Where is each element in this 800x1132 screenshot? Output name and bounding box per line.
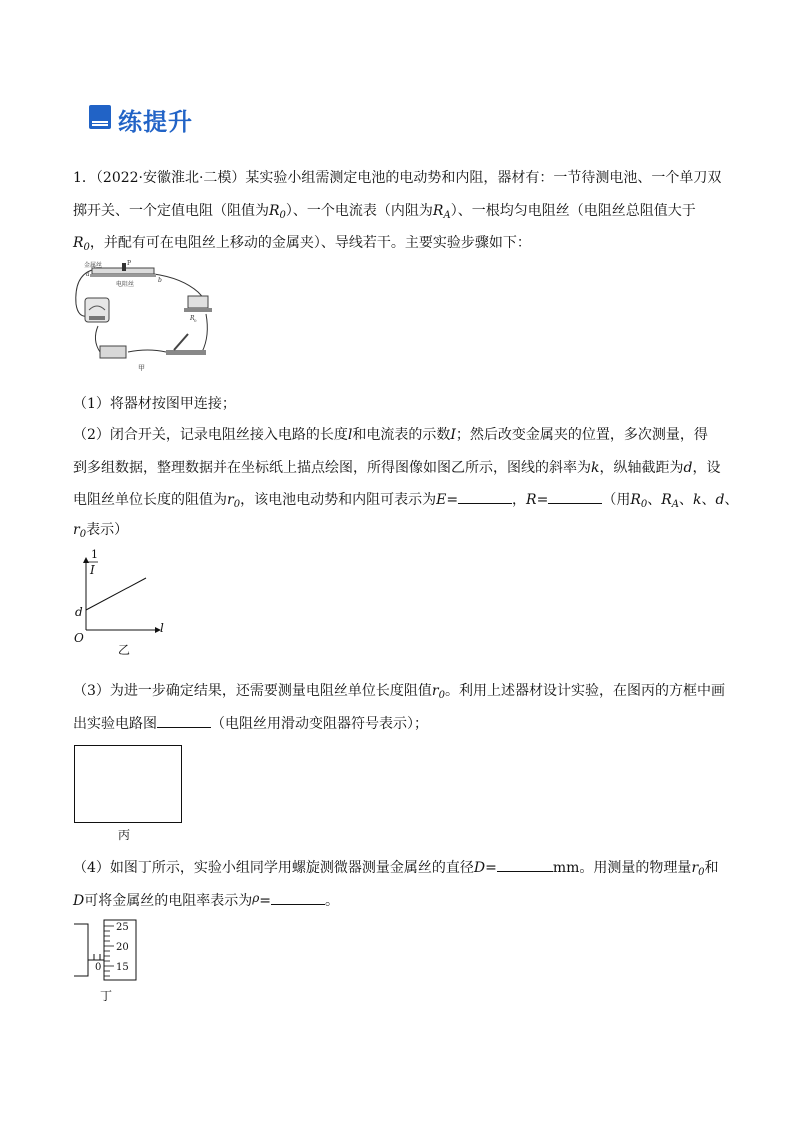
step-3-line-2: 出实验电路图 （电阻丝用滑动变阻器符号表示）； bbox=[73, 713, 428, 734]
x-label: l bbox=[160, 621, 164, 635]
question-intro-line-2: 掷开关、一个定值电阻（阻值为$R_0$）、一个电流表（内阻为$R_A$）、一根均匀电阻丝（电阻丝总阻值大于 bbox=[73, 203, 696, 221]
book-icon bbox=[88, 104, 112, 134]
answer-blank-r[interactable] bbox=[548, 489, 602, 504]
figure-caption: 丁 bbox=[100, 989, 113, 1003]
step-4-line-2: D可将金属丝的电阻率表示为ρ= 。 bbox=[73, 891, 340, 909]
step-1: （1）将器材按图甲连接； bbox=[73, 396, 236, 412]
step-2-line-4: $r_0$表示） bbox=[73, 522, 129, 540]
answer-blank-diameter[interactable] bbox=[497, 857, 553, 872]
figure-ding-micrometer bbox=[72, 916, 142, 1004]
step-2-line-2: 到多组数据，整理数据并在坐标纸上描点绘图，所得图像如图乙所示，图线的斜率为k，纵轴截距为d，设 bbox=[73, 460, 721, 476]
step-3-line-1: （3）为进一步确定结果，还需要测量电阻丝单位长度阻值$r_0$。利用上述器材设计实验，在图丙的方框中画 bbox=[73, 683, 725, 701]
question-intro-line-1: 1．（2022·安徽淮北·二模）某实验小组需测定电池的电动势和内阻，器材有：一节待测电池、一个单刀双 bbox=[73, 170, 722, 186]
figure-caption: 乙 bbox=[118, 643, 131, 657]
section-heading bbox=[88, 102, 193, 136]
step-2-line-3: 电阻丝单位长度的阻值为$r_0$，该电池电动势和内阻可表示为E= ，R= （用$R_0$、$R_A$、k、d、 bbox=[73, 489, 738, 510]
y-label-num: 1 bbox=[91, 548, 98, 561]
svg-text:0: 0 bbox=[194, 318, 197, 323]
answer-blank-circuit[interactable] bbox=[157, 713, 211, 728]
y-label-den: I bbox=[90, 563, 95, 577]
svg-text:R: R bbox=[190, 315, 195, 322]
figure-yi-graph bbox=[72, 546, 172, 658]
svg-text:b: b bbox=[158, 277, 162, 284]
svg-text:甲: 甲 bbox=[138, 364, 145, 372]
question-intro-line-3: $R_0$，并配有可在电阻丝上移动的金属夹）、导线若干。主要实验步骤如下： bbox=[73, 235, 531, 253]
origin-label: O bbox=[74, 631, 84, 645]
answer-blank-e[interactable] bbox=[458, 489, 512, 504]
svg-text:P: P bbox=[127, 260, 132, 267]
figure-bing-box[interactable] bbox=[74, 745, 182, 823]
figure-jia-circuit bbox=[70, 256, 220, 372]
svg-text:电阻丝: 电阻丝 bbox=[116, 281, 135, 288]
figure-bing-caption: 丙 bbox=[118, 828, 131, 842]
step-2-line-1: （2）闭合开关，记录电阻丝接入电路的长度l和电流表的示数I；然后改变金属夹的位置，多次测量，得 bbox=[73, 427, 708, 443]
answer-blank-resistivity[interactable] bbox=[271, 890, 325, 905]
sleeve-zero: 0 bbox=[95, 962, 102, 973]
svg-text:金属丝: 金属丝 bbox=[84, 262, 103, 269]
thimble-tick-20: 20 bbox=[116, 942, 129, 953]
page-title: 练提升 bbox=[118, 107, 193, 136]
thimble-tick-25: 25 bbox=[116, 922, 129, 933]
fit-line bbox=[86, 578, 146, 610]
thimble-tick-15: 15 bbox=[116, 962, 129, 973]
svg-text:a: a bbox=[86, 271, 90, 278]
step-4-line-1: （4）如图丁所示，实验小组同学用螺旋测微器测量金属丝的直径D= mm。用测量的物理量$r_0$和 bbox=[73, 857, 719, 878]
intercept-label: d bbox=[75, 605, 83, 619]
